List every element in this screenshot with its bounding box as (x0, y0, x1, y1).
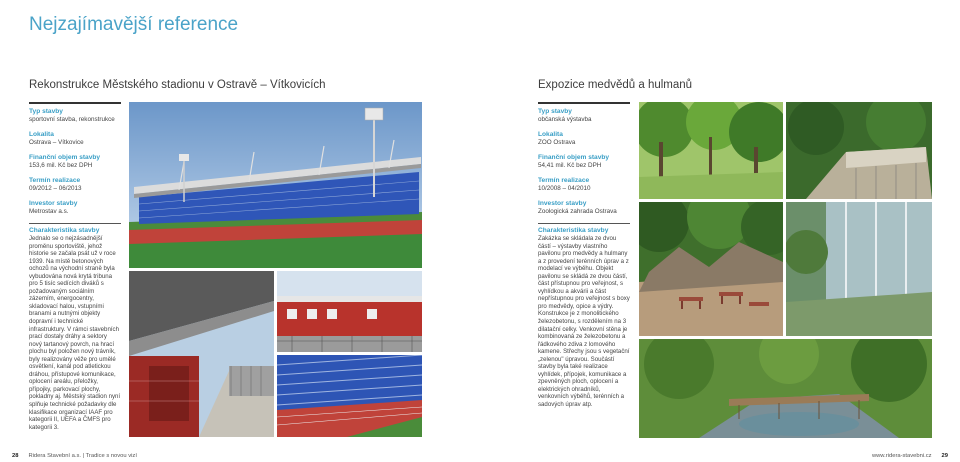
field-label: Termín realizace (29, 177, 81, 184)
field-label: Typ stavby (538, 108, 572, 115)
page-title: Nejzajímavější reference (29, 14, 239, 35)
field-label: Finanční objem stavby (538, 154, 610, 161)
column-rule (538, 102, 630, 104)
info-field (538, 177, 630, 193)
info-field (29, 177, 121, 193)
info-field (538, 131, 630, 147)
field-value: sportovní stavba, rekonstrukce (29, 116, 115, 123)
field-value: občanská výstavba (538, 116, 592, 123)
page-number-right: 29 (941, 453, 948, 459)
footer-left (12, 453, 137, 459)
field-label: Investor stavby (538, 200, 587, 207)
stadium-main-photo (129, 102, 422, 268)
stadium-stands-photo (277, 355, 422, 437)
characteristic-label: Charakteristika stavby (29, 227, 100, 234)
field-label: Finanční objem stavby (29, 154, 101, 161)
field-label: Lokalita (29, 131, 54, 138)
footer-url[interactable]: www.ridera-stavebni.cz (871, 453, 932, 459)
zoo-pavilion-photo (786, 102, 932, 199)
field-label: Termín realizace (538, 177, 590, 184)
zoo-enclosure-photo (639, 202, 783, 336)
info-field (538, 200, 630, 216)
left-info-column (29, 102, 121, 431)
info-field (29, 131, 121, 147)
divider (538, 223, 630, 224)
field-value: Zoologická zahrada Ostrava (538, 208, 617, 215)
info-field (29, 154, 121, 170)
left-project-title: Rekonstrukce Městského stadionu v Ostravě – Vítkovicích (29, 79, 326, 91)
info-field (29, 108, 121, 124)
right-info-column (538, 102, 630, 409)
field-label: Lokalita (538, 131, 563, 138)
characteristic-text: Zakázka se skládala ze dvou částí – výstavby vlastního pavilonu pro medvědy a hulmany a z provedení terénních úprav a z modelací ve výběhu. Objekt pavilonu se skládá ze dvou částí, část přístupnou pro veřejnost, s vyhlídkou a akvárii a část nepřístupnou pro veřejnost s boxy pro medvědy, opice a výdry. Konstrukce je z monolitického železobetonu, s rozdělením na 3 dilatační celky. Venkovní stěna je kombinovaná ze železobetonu a řádkového zdiva z lomového kamene. Střechy jsou s vegetační „zelenou" úpravou. Součástí stavby byla také realizace vyhlídek, přípojek, komunikace a zpevněných ploch, oplocení a elektrických ohradníků, venkovních výběhů, terénních a sadových úprav atp. (538, 235, 630, 409)
stadium-building-photo (277, 271, 422, 352)
field-label: Investor stavby (29, 200, 78, 207)
field-value: 10/2008 – 04/2010 (538, 185, 591, 192)
info-field (538, 154, 630, 170)
column-rule (29, 102, 121, 104)
field-value: 54,41 mil. Kč bez DPH (538, 162, 602, 169)
field-value: 153,6 mil. Kč bez DPH (29, 162, 93, 169)
info-field (29, 200, 121, 216)
page-number-left: 28 (12, 453, 19, 459)
field-label: Typ stavby (29, 108, 63, 115)
field-value: ZOO Ostrava (538, 139, 576, 146)
footer-right (872, 453, 948, 459)
zoo-trees-photo (639, 102, 783, 199)
info-field (538, 108, 630, 124)
footer-company-text: Ridera Stavební a.s. | Tradice s novou vizí (28, 453, 137, 459)
zoo-bridge-photo (639, 339, 932, 438)
characteristic-label: Charakteristika stavby (538, 227, 609, 234)
field-value: 09/2012 – 06/2013 (29, 185, 82, 192)
right-project-title: Expozice medvědů a hulmanů (538, 79, 693, 91)
field-value: Ostrava – Vítkovice (29, 139, 84, 146)
divider (29, 223, 121, 224)
field-value: Metrostav a.s. (29, 208, 69, 215)
zoo-glass-wall-photo (786, 202, 932, 336)
stadium-gate-photo (129, 271, 274, 437)
characteristic-text: Jednalo se o nejzásadnější proměnu sportoviště, jehož historie se začala psát už v roce 1939. Na místě betonových ochozů na východní straně byla vybudována nová krytá tribuna pro 5 tisíc sedících diváků s požadovaným sociálním zázemím, energocentry, skladovací halou, vstupními branami a nutnými objekty dopravní i technické infrastruktury. V rámci stavebních prací dostaly dráhy a sektory nový tartanový povrch, na hrací plochu byl položen nový trávník, byly realizovány věže pro umělé osvětlení, kanál pod atletickou dráhou, přístupové komunikace, oplocení areálu, přeložky, přípojky, parkovací plochy, pokladny aj. Městský stadion nyní splňuje technické požadavky dle klasifikace organizací IAAF pro kategorii II, UEFA a ČMFS pro kategorii 3. (29, 235, 121, 431)
